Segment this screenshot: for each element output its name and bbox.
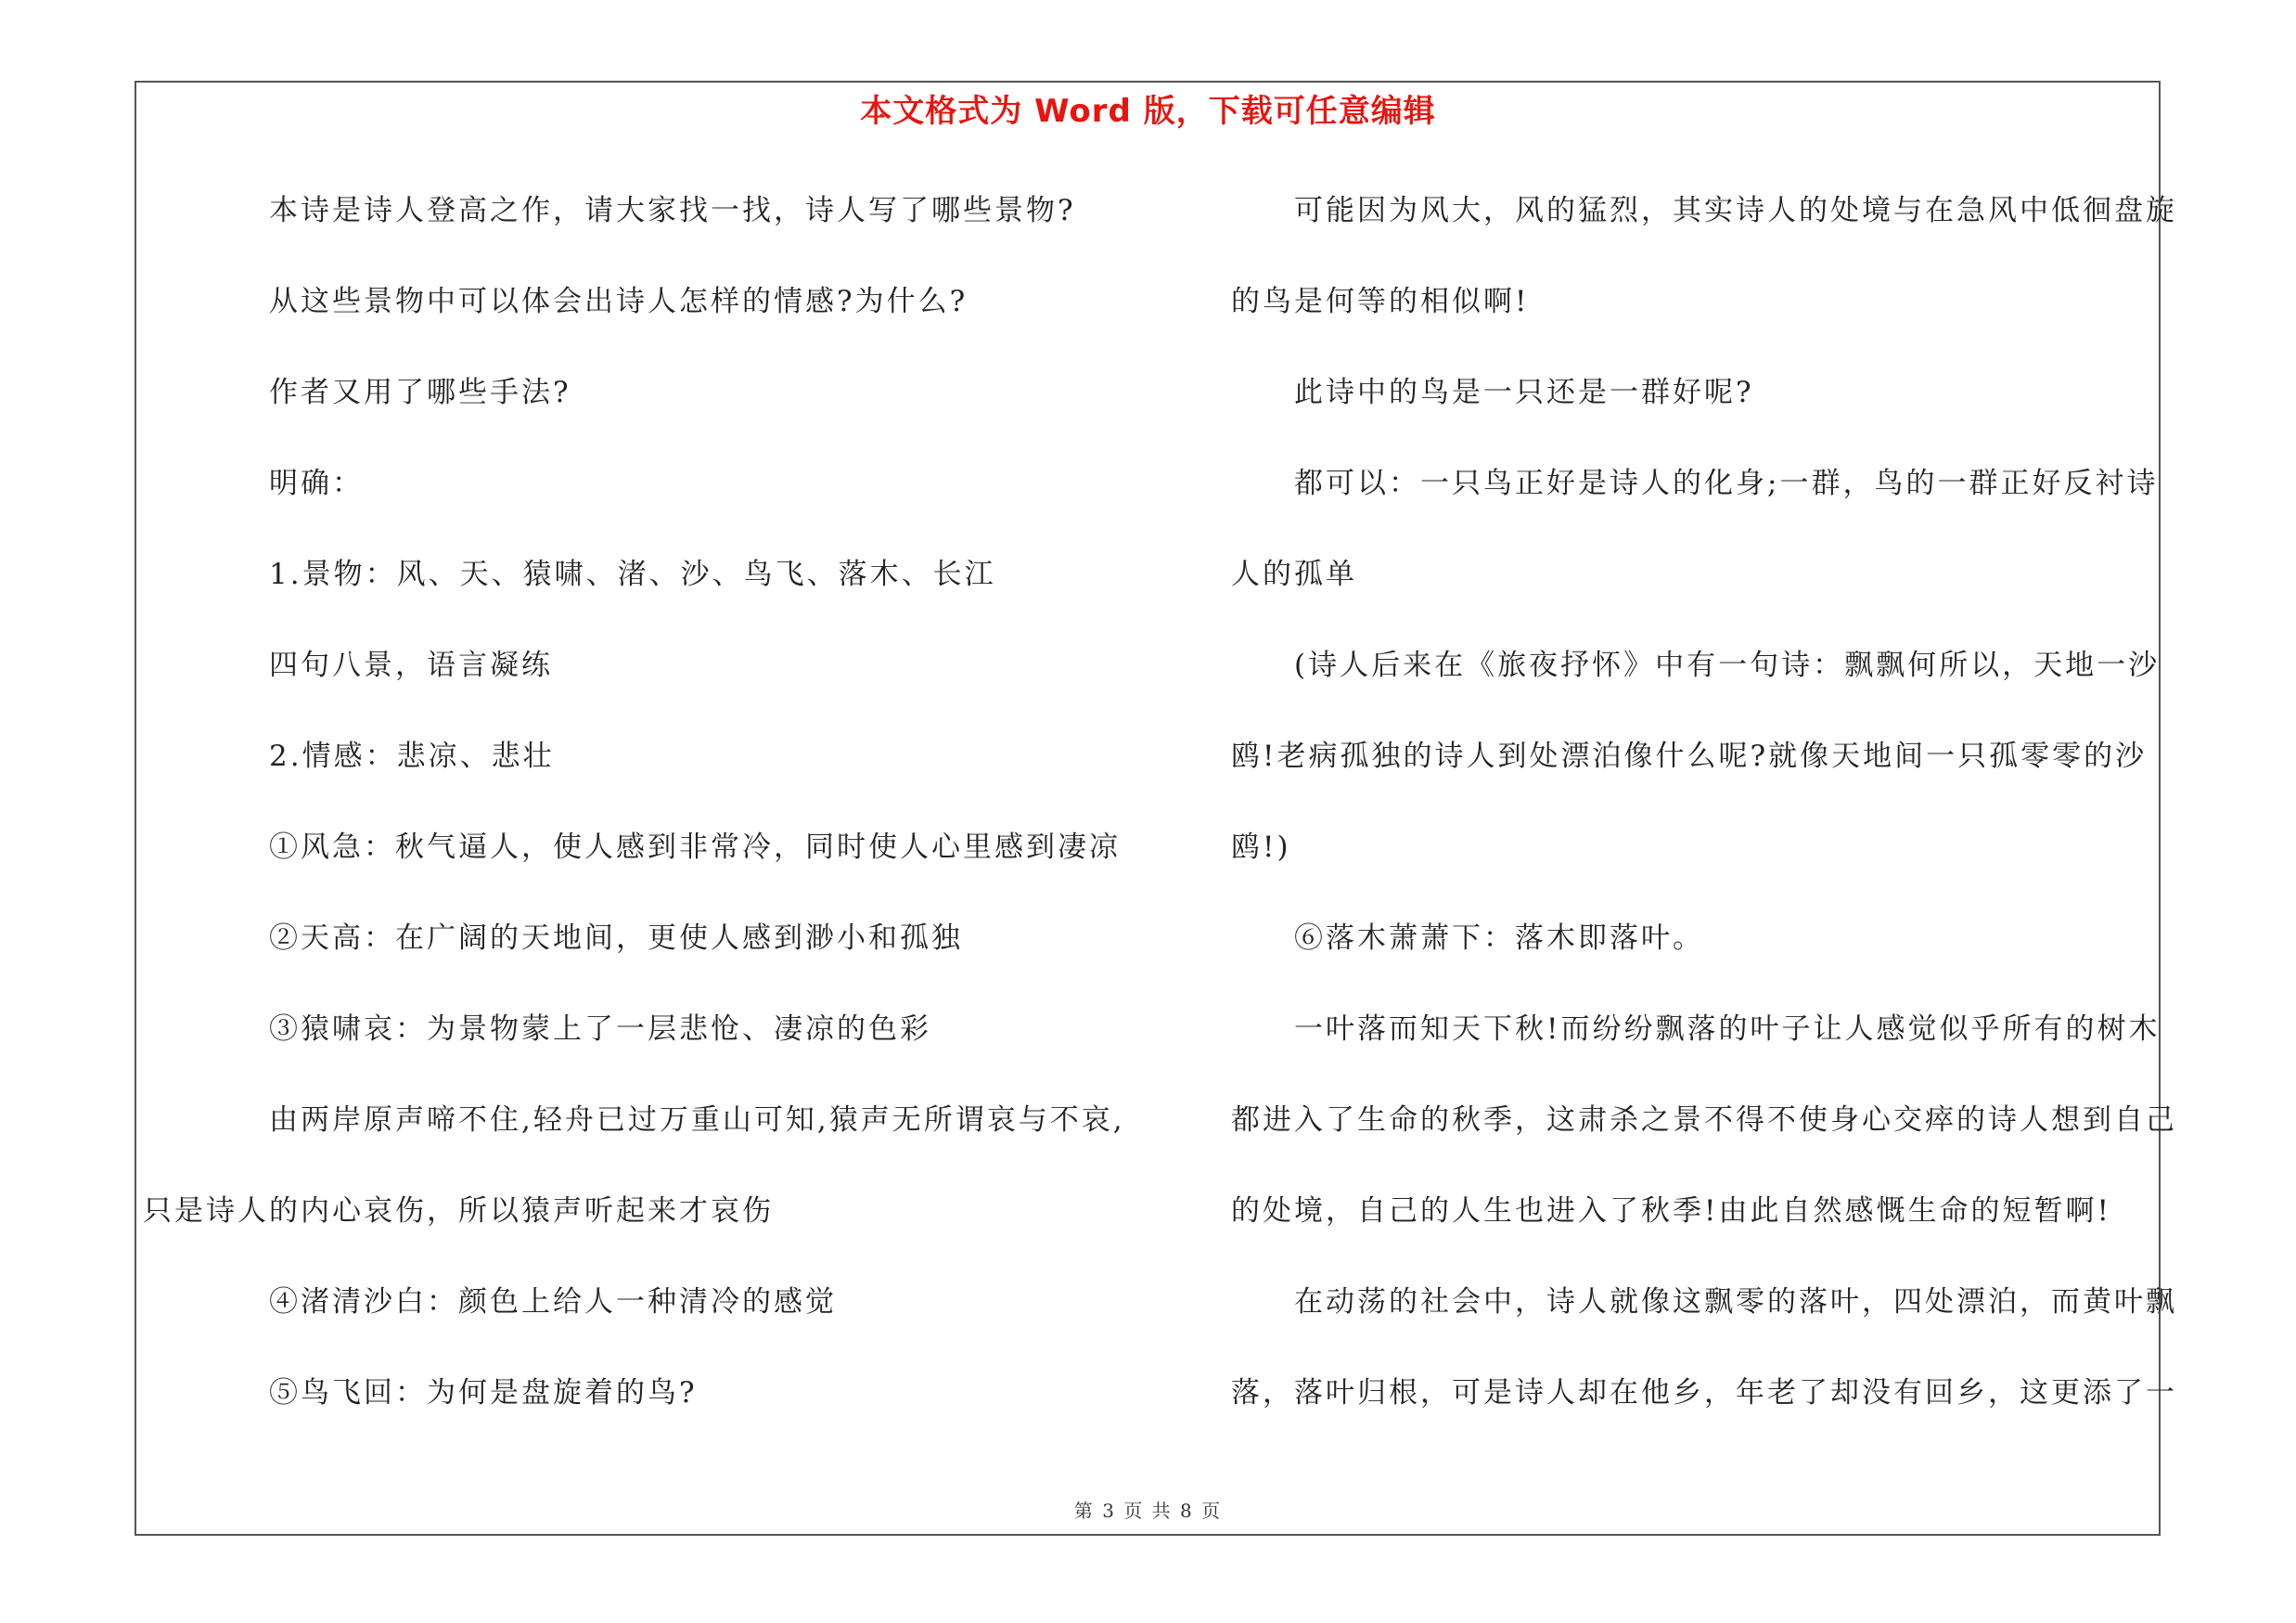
text-line: 从这些景物中可以体会出诗人怎样的情感?为什么? — [269, 285, 968, 318]
text-line: 鸥!老病孤独的诗人到处漂泊像什么呢?就像天地间一只孤零零的沙 — [1231, 740, 2148, 773]
text-line: 人的孤单 — [1231, 558, 1357, 591]
text-line: 明确： — [269, 467, 364, 500]
text-line: 四句八景，语言凝练 — [269, 649, 553, 682]
text-line: 都可以：一只鸟正好是诗人的化身;一群，鸟的一群正好反衬诗 — [1294, 467, 2159, 500]
right-column — [1231, 182, 2177, 1455]
text-line: 作者又用了哪些手法? — [269, 376, 571, 409]
text-line: 1.景物：风、天、猿啸、渚、沙、鸟飞、落木、长江 — [269, 558, 996, 591]
text-line: ①风急：秋气逼人，使人感到非常冷，同时使人心里感到凄凉 — [269, 831, 1121, 864]
text-line: 落，落叶归根，可是诗人却在他乡，年老了却没有回乡，这更添了一 — [1231, 1376, 2177, 1410]
text-line: ④渚清沙白：颜色上给人一种清冷的感觉 — [269, 1285, 837, 1319]
page-number-footer: 第 3 页 共 8 页 — [1073, 1500, 1223, 1522]
text-line: 的鸟是何等的相似啊! — [1231, 285, 1530, 318]
text-line: 都进入了生命的秋季，这肃杀之景不得不使身心交瘁的诗人想到自己 — [1231, 1103, 2177, 1137]
text-line: ⑥落木萧萧下：落木即落叶。 — [1294, 921, 1704, 955]
text-line: ②天高：在广阔的天地间，更使人感到渺小和孤独 — [269, 921, 963, 955]
text-line: ⑤鸟飞回：为何是盘旋着的鸟? — [269, 1376, 698, 1410]
text-line: (诗人后来在《旅夜抒怀》中有一句诗：飘飘何所以，天地一沙 — [1294, 649, 2161, 682]
text-line: 此诗中的鸟是一只还是一群好呢? — [1294, 376, 1754, 409]
text-line: ③猿啸哀：为景物蒙上了一层悲怆、凄凉的色彩 — [269, 1012, 931, 1046]
text-line: 的处境，自己的人生也进入了秋季!由此自然感慨生命的短暂啊! — [1231, 1194, 2111, 1228]
text-line: 鸥!) — [1231, 831, 1291, 864]
text-line: 可能因为风大，风的猛烈，其实诗人的处境与在急风中低徊盘旋 — [1294, 194, 2177, 227]
text-line: 由两岸原声啼不住,轻舟已过万重山可知,猿声无所谓哀与不哀, — [269, 1103, 1125, 1137]
text-line: 在动荡的社会中，诗人就像这飘零的落叶，四处漂泊，而黄叶飘 — [1294, 1285, 2177, 1319]
format-banner: 本文格式为 Word 版，下载可任意编辑 — [860, 93, 1436, 130]
text-line: 2.情感：悲凉、悲壮 — [269, 740, 555, 773]
text-line: 本诗是诗人登高之作，请大家找一找，诗人写了哪些景物? — [269, 194, 1076, 227]
text-line: 一叶落而知天下秋!而纷纷飘落的叶子让人感觉似乎所有的树木 — [1294, 1012, 2161, 1046]
left-column — [143, 182, 1134, 1455]
text-line: 只是诗人的内心哀伤，所以猿声听起来才哀伤 — [143, 1194, 774, 1228]
